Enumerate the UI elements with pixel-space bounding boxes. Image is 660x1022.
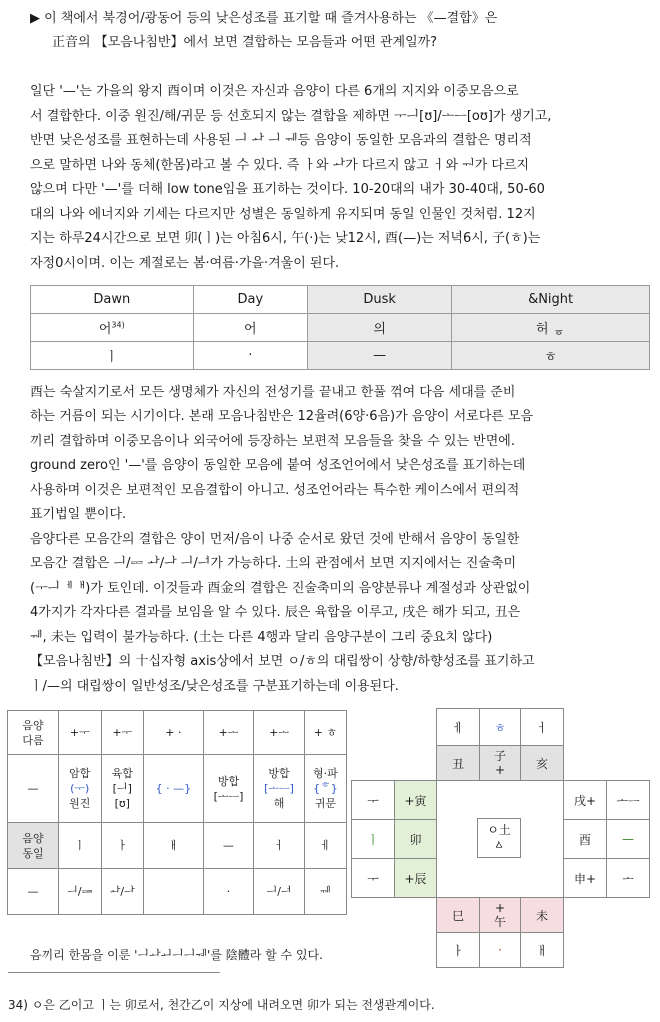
- table-header-dawn: Dawn: [31, 286, 194, 314]
- compass-cell: 巳: [436, 897, 480, 933]
- header-yinyang-same: 음양 동일: [8, 823, 59, 869]
- table-header: + ㅎ: [304, 711, 346, 755]
- table-header: +ᅮ: [101, 711, 144, 755]
- compass-cell: ᅩᅳ: [606, 780, 650, 820]
- footnote: 34) ㅇ은 乙이고 ㅣ는 卯로서, 천간乙이 지상에 내려오면 卯가 되는 전생관계이다.: [8, 998, 435, 1012]
- text-line: 표기법일 뿐이다.: [30, 507, 127, 522]
- table-cell: ·: [203, 869, 254, 915]
- text-line: 으로 말하면 나와 동체(한몸)라고 볼 수 있다. 즉 ㅏ와 ᅪ가 다르지 않고 ㅓ와 ᅯ가 다르지: [30, 158, 530, 173]
- cell-text: 어: [98, 322, 112, 337]
- cell-text: [ᅴ]: [112, 782, 132, 795]
- table-cell: ·: [193, 342, 308, 370]
- text-line: (ᅮᅴᅦᅢ)가 토인데. 이것들과 酉金의 결합은 진술축미의 음양분류나 계절성과 상관없이: [30, 581, 531, 596]
- text-line: 일단 '—'는 가을의 왕지 酉이며 이것은 자신과 음양이 다른 6개의 지지와 이중모음으로: [30, 84, 519, 99]
- text-line: 【모음나침반】의 十십자형 axis상에서 보면 ㅇ/ㅎ의 대립쌍이 상향/하향성조를 표기하고: [30, 654, 535, 669]
- text-line: 않으며 다만 '—'를 더해 low tone임을 표기하는 것이다. 10-20대의 내가 30-40대, 50-60: [30, 182, 545, 197]
- compass-cell: ㅐ: [520, 932, 564, 968]
- table-cell: [254, 755, 305, 823]
- table-cell: [59, 755, 102, 823]
- table-cell: { · —}: [144, 755, 204, 823]
- cell-text: 형·파: [313, 767, 338, 780]
- table-cell: ᅪ/ᅳᅡ: [101, 869, 144, 915]
- table-cell: ㅣ: [59, 823, 102, 869]
- text-line: 4가지가 각자다른 결과를 보임을 알 수 있다. 辰은 육합을 이루고, 戌은 해가 되고, 丑은: [30, 605, 521, 620]
- compass-center: ㅇ土 ㅿ: [477, 818, 521, 858]
- footnote-mark: 34): [111, 320, 125, 330]
- table-cell: ㅔ: [304, 823, 346, 869]
- compass-cell: + 午: [479, 897, 521, 933]
- text-line: 하는 거름이 되는 시기이다. 본래 모음나침반은 12율려(6양·6음)가 음양이 서로다른 모음: [30, 409, 534, 424]
- compass-cell: ㅔ: [436, 708, 480, 746]
- compass-cell: ㅣ: [351, 819, 395, 859]
- text-line: 사용하며 이것은 보편적인 모음결합이 아니고. 성조언어라는 특수한 케이스에서 편의적: [30, 483, 520, 498]
- table-cell: 어: [193, 314, 308, 342]
- table-cell: —: [8, 869, 59, 915]
- compass-cell: ㅏ: [436, 932, 480, 968]
- table-cell: ᅴ/ᅳᅩ: [59, 869, 102, 915]
- table-header-dusk: Dusk: [308, 286, 452, 314]
- text-line: 음양다른 모음간의 결합은 양이 먼저/음이 나중 순서로 왔던 것에 반해서 음양이 동일한: [30, 532, 520, 547]
- text-line: 반면 낮은성조를 표현하는데 사용된 ᅴ ᅪ ᅴ ᅰ등 음양이 동일한 모음과의 결합은 명리적: [30, 133, 532, 148]
- compass-cell: ㅎ: [479, 708, 521, 746]
- table-cell: ᅴ/ᅳᅥ: [254, 869, 305, 915]
- table-cell: ㅏ: [101, 823, 144, 869]
- table-cell: —: [203, 823, 254, 869]
- compass-cell: 亥: [520, 745, 564, 781]
- cell-text: [ᅩᅳ]: [213, 789, 244, 803]
- compass-cell: ·: [479, 932, 521, 968]
- table-header: +ᅩ: [254, 711, 305, 755]
- cell-text: 귀문: [314, 797, 337, 810]
- compass-cell: ㅓ: [520, 708, 564, 746]
- compass-cell: +辰: [394, 858, 437, 898]
- table-cell: [203, 755, 254, 823]
- header-yinyang-diff: 음양 다름: [8, 711, 59, 755]
- compass-cell: +寅: [394, 780, 437, 820]
- compass-cell: 戌+: [563, 780, 607, 820]
- cell-text: [ᅩᅳ]: [264, 782, 294, 795]
- text-line: 지는 하루24시간으로 보면 卯(ㅣ)는 아침6시, 午(·)는 낮12시, 酉(—)는 저녁6시, 子(ㅎ)는: [30, 231, 541, 246]
- cell-text: 원진: [69, 797, 91, 810]
- cell-text: 암합: [69, 767, 91, 780]
- cell-text: 육합: [111, 767, 133, 780]
- text-line: ㅣ/—의 대립쌍이 일반성조/낮은성조를 구분표기하는데 이용된다.: [30, 679, 399, 694]
- cell-text: (ᅮ): [70, 782, 90, 795]
- table-caption: 음끼리 한몸을 이룬 'ᅴᅪᅬᅴᅴᅰ'를 陰體라 할 수 있다.: [30, 948, 323, 962]
- cell-text: {ᄒ}: [313, 782, 338, 795]
- compass-cell: 卯: [394, 819, 437, 859]
- table-cell: 허 ᇹ: [452, 314, 650, 342]
- compass-cell: 申+: [563, 858, 607, 898]
- table-cell: ㅎ: [452, 342, 650, 370]
- table-cell: ㅐ: [144, 823, 204, 869]
- table-cell: [304, 755, 346, 823]
- compass-cell: ᅩ: [606, 858, 650, 898]
- table-cell: 의: [308, 314, 452, 342]
- table-cell: [144, 869, 204, 915]
- compass-cell: 未: [520, 897, 564, 933]
- compass-cell: ᅮ: [351, 780, 395, 820]
- text-line: ground zero인 '—'를 음양이 동일한 모음에 붙여 성조언어에서 낮은성조를 표기하는데: [30, 458, 526, 473]
- question-line-1: ▶ 이 책에서 북경어/광동어 등의 낮은성조를 표기할 때 즐겨사용하는 《—결합》은: [30, 11, 498, 26]
- time-of-day-table: [30, 285, 650, 370]
- question-line-2: 正音의 【모음나침반】에서 보면 결합하는 모음들과 어떤 관계일까?: [52, 35, 438, 50]
- table-header-night: &Night: [452, 286, 650, 314]
- text-line: 자정0시이며. 이는 계절로는 봄·여름·가을·겨울이 된다.: [30, 256, 340, 271]
- table-header-day: Day: [193, 286, 308, 314]
- text-line: 모음간 결합은 ᅴ/ᅳᅩ ᅪ/ᅳᅡ ᅴ/ᅳᅥ가 가능하다. 土의 관점에서 보면 지지에서는 진술축미: [30, 556, 517, 571]
- compass-cell: ᅮ: [351, 858, 395, 898]
- table-cell: ㅣ: [31, 342, 194, 370]
- compass-cell: 丑: [436, 745, 480, 781]
- vowel-combination-table: [7, 710, 347, 915]
- text-line: ᅰ, 未는 입력이 불가능하다. (土는 다른 4행과 달리 음양구분이 그리 중요치 않다): [30, 630, 493, 645]
- table-cell: [31, 314, 194, 342]
- compass-cell: —: [606, 819, 650, 859]
- table-cell: [101, 755, 144, 823]
- table-cell: ㅓ: [254, 823, 305, 869]
- text-line: 酉는 숙살지기로서 모든 생명체가 자신의 전성기를 끝내고 한풀 꺾여 다음 세대를 준비: [30, 385, 516, 400]
- table-cell: —: [8, 755, 59, 823]
- cell-text: 방합: [217, 774, 240, 788]
- cell-text: 해: [273, 797, 285, 810]
- table-cell: ᅰ: [304, 869, 346, 915]
- compass-cell: 子 +: [479, 745, 521, 781]
- table-cell: —: [308, 342, 452, 370]
- cell-text: [ʊ]: [114, 797, 130, 810]
- footnote-divider: [8, 972, 220, 973]
- cell-text: 방합: [268, 767, 290, 780]
- table-header: + ·: [144, 711, 204, 755]
- text-line: 서 결합한다. 이중 원진/해/귀문 등 선호되지 않는 결합을 제하면 ᅮᅴ[ʊ]/ᅩᅳ[oʊ]가 생기고,: [30, 109, 552, 124]
- table-header: +ᅮ: [59, 711, 102, 755]
- text-line: 끼리 결합하며 이중모음이나 외국어에 등장하는 보편적 모음들을 찾을 수 있는 반면에.: [30, 434, 515, 449]
- table-header: +ᅩ: [203, 711, 254, 755]
- text-line: 대의 나와 에너지와 기세는 다르지만 성별은 동일하게 유지되며 동일 인물인 것처럼. 12지: [30, 207, 536, 222]
- compass-cell: 酉: [563, 819, 607, 859]
